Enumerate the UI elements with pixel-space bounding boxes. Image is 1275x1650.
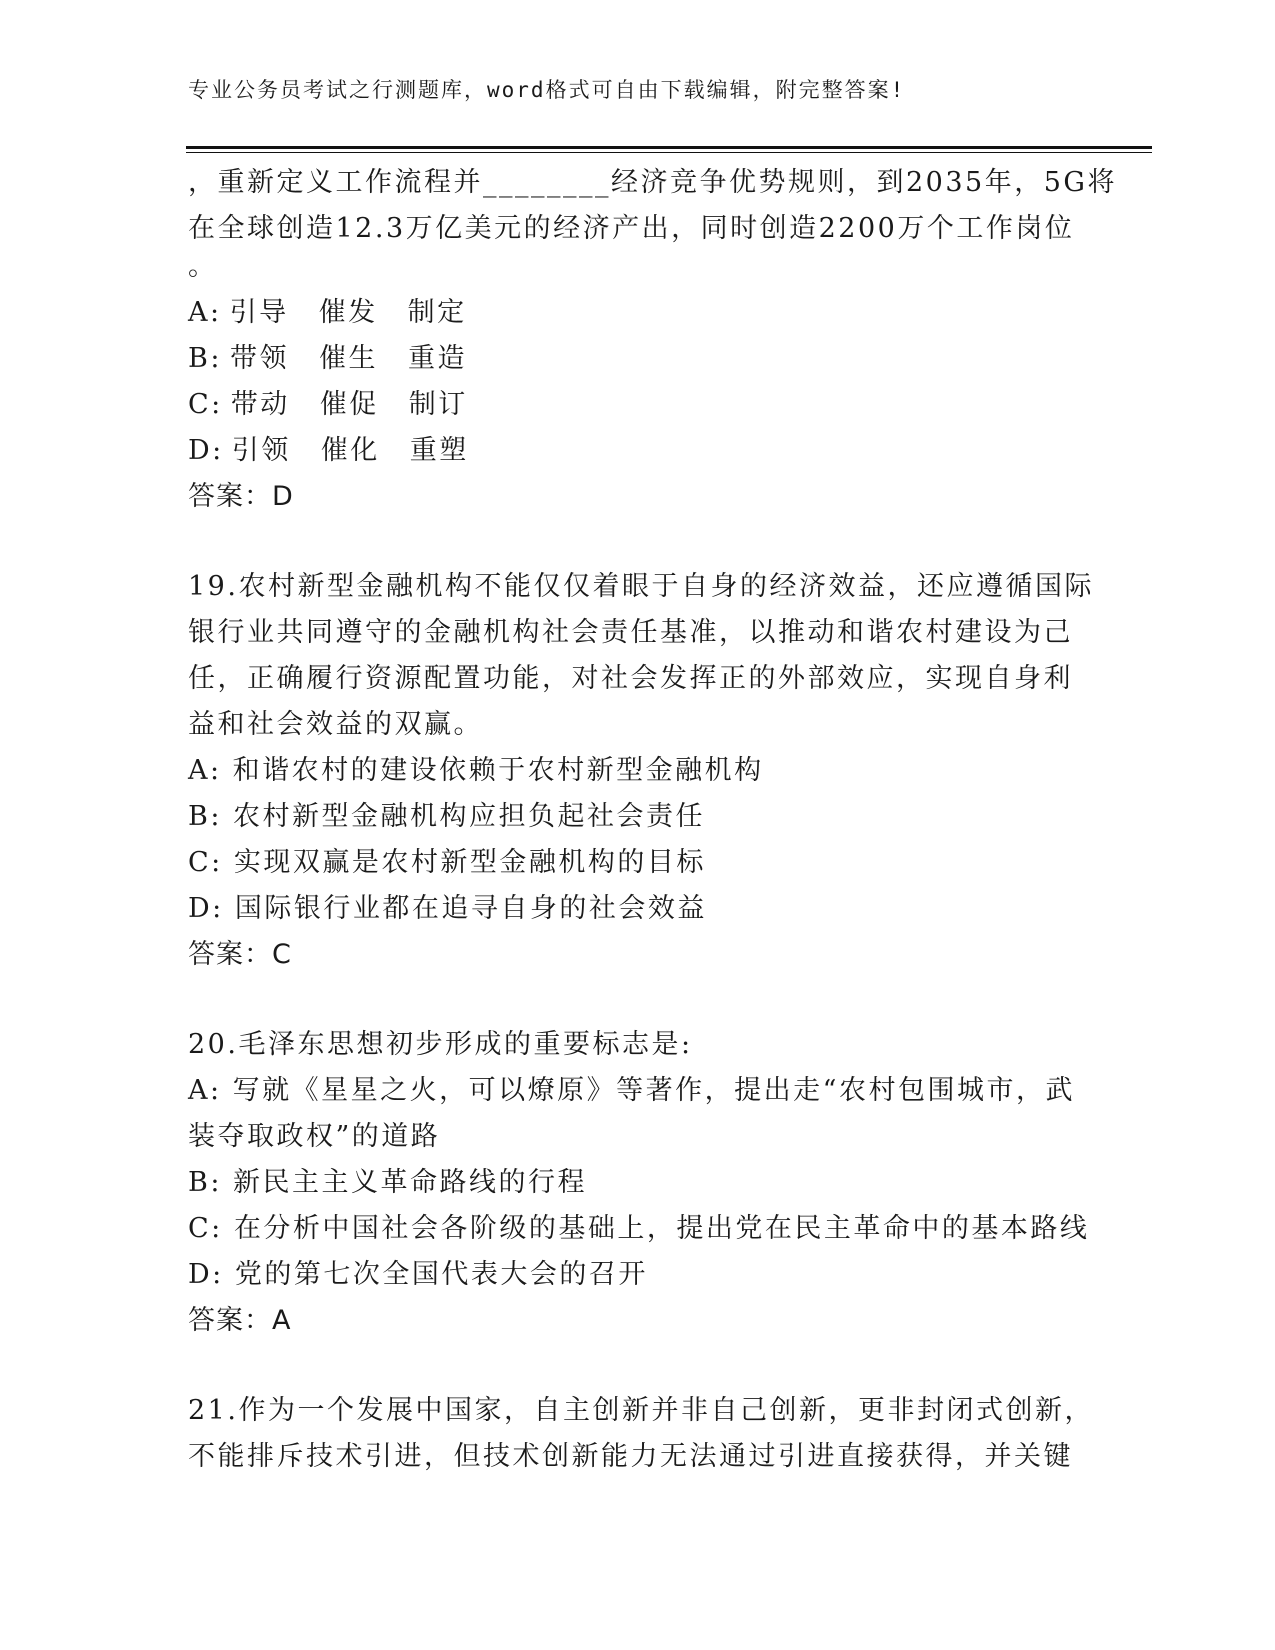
question-20 <box>188 1022 1108 1344</box>
option-word: 带动 <box>230 389 290 420</box>
question-text-line: 20.毛泽东思想初步形成的重要标志是: <box>188 1029 693 1060</box>
option-word: 催发 <box>318 297 378 328</box>
option-word: 带领 <box>229 343 289 374</box>
option-d <box>188 428 1108 474</box>
page-header: 专业公务员考试之行测题库，word格式可自由下载编辑，附完整答案! <box>188 78 906 102</box>
option-b: B: 新民主主义革命路线的行程 <box>188 1167 588 1198</box>
option-d: D: 党的第七次全国代表大会的召开 <box>188 1259 648 1290</box>
option-label: D: <box>188 435 224 466</box>
option-label: A: <box>188 297 222 328</box>
option-word: 重造 <box>407 343 467 374</box>
answer-label: 答案：C <box>188 939 292 970</box>
option-b <box>188 336 1108 382</box>
option-c: C: 在分析中国社会各阶级的基础上，提出党在民主革命中的基本路线 <box>188 1213 1090 1244</box>
option-label: B: <box>188 343 222 374</box>
question-text-line: ，重新定义工作流程并________经济竞争优势规则，到2035年，5G将 <box>188 167 1117 198</box>
option-word: 引领 <box>231 435 291 466</box>
option-d: D: 国际银行业都在追寻自身的社会效益 <box>188 893 707 924</box>
header-rule-thick <box>186 146 1152 149</box>
question-text-line: 益和社会效益的双赢。 <box>188 709 483 740</box>
option-b: B: 农村新型金融机构应担负起社会责任 <box>188 801 706 832</box>
question-text-line: 。 <box>188 251 218 282</box>
answer-label: 答案：D <box>188 481 294 512</box>
option-word: 催化 <box>320 435 380 466</box>
question-18 <box>188 160 1117 520</box>
option-word: 催促 <box>319 389 379 420</box>
option-c <box>188 382 1108 428</box>
question-text-line: 在全球创造12.3万亿美元的经济产出，同时创造2200万个工作岗位 <box>188 213 1075 244</box>
option-a: A: 和谐农村的建设依赖于农村新型金融机构 <box>188 755 764 786</box>
option-a <box>188 290 1108 336</box>
content-area <box>188 160 1117 1480</box>
option-word: 制定 <box>407 297 467 328</box>
answer-label: 答案：A <box>188 1305 292 1336</box>
question-19 <box>188 564 1108 978</box>
question-21 <box>188 1388 1108 1480</box>
option-a: A: 写就《星星之火，可以燎原》等著作，提出走“农村包围城市，武 <box>188 1075 1075 1106</box>
option-a-continued: 装夺取政权”的道路 <box>188 1121 441 1152</box>
option-word: 制订 <box>408 389 468 420</box>
option-c: C: 实现双赢是农村新型金融机构的目标 <box>188 847 706 878</box>
header-rule-thin <box>186 152 1152 153</box>
question-text-line: 19.农村新型金融机构不能仅仅着眼于自身的经济效益，还应遵循国际 <box>188 571 1094 602</box>
question-text-line: 银行业共同遵守的金融机构社会责任基准，以推动和谐农村建设为己 <box>188 617 1073 648</box>
option-word: 催生 <box>318 343 378 374</box>
question-text-line: 任，正确履行资源配置功能，对社会发挥正的外部效应，实现自身利 <box>188 663 1073 694</box>
option-word: 重塑 <box>409 435 469 466</box>
question-text-line: 不能排斥技术引进，但技术创新能力无法通过引进直接获得，并关键 <box>188 1441 1073 1472</box>
option-word: 引导 <box>229 297 289 328</box>
question-text-line: 21.作为一个发展中国家，自主创新并非自己创新，更非封闭式创新， <box>188 1395 1094 1426</box>
option-label: C: <box>188 389 223 420</box>
